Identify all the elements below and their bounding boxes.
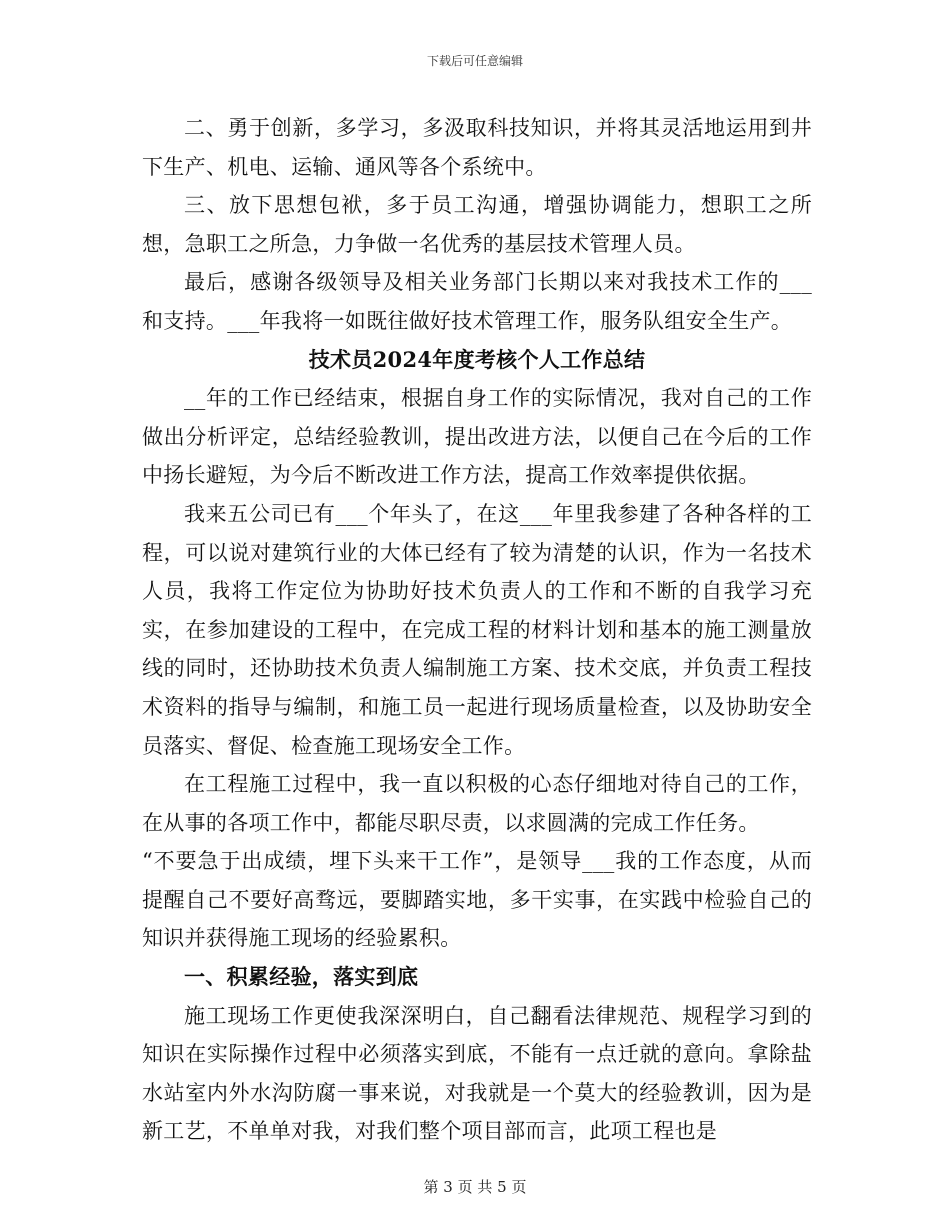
document-body <box>142 109 812 1151</box>
paragraph-attitude: 在工程施工过程中，我一直以积极的心态仔细地对待自己的工作，在从事的各项工作中，都能尽职尽责，以求圆满的完成工作任务。 <box>142 772 812 835</box>
paragraph-intro: __年的工作已经结束，根据自身工作的实际情况，我对自己的工作做出分析评定，总结经验教训，提出改进方法，以便自己在今后的工作中扬长避短，为今后不断改进工作方法，提高工作效率提供依据。 <box>142 386 812 488</box>
paragraph-site-work: 施工现场工作更使我深深明白，自己翻看法律规范、规程学习到的知识在实际操作过程中必须落实到底，不能有一点迁就的意向。拿除盐水站室内外水沟防腐一事来说，对我就是一个莫大的经验教训，因为是新工艺，不单单对我，对我们整个项目部而言，此项工程也是 <box>142 1003 812 1144</box>
paragraph-innovation: 二、勇于创新，多学习，多汲取科技知识，并将其灵活地运用到井下生产、机电、运输、通风等各个系统中。 <box>142 116 812 179</box>
paragraph-communication: 三、放下思想包袱，多于员工沟通，增强协调能力，想职工之所想，急职工之所急，力争做一名优秀的基层技术管理人员。 <box>142 193 812 256</box>
page-number: 第 3 页 共 5 页 <box>423 1178 527 1196</box>
document-title: 技术员2024年度考核个人工作总结 <box>308 346 646 372</box>
paragraph-thanks: 最后，感谢各级领导及相关业务部门长期以来对我技术工作的___和支持。___年我将一如既往做好技术管理工作，服务队组安全生产。 <box>142 270 812 333</box>
section-heading: 一、积累经验，落实到底 <box>184 964 419 990</box>
paragraph-experience: 我来五公司已有___个年头了，在这___年里我参建了各种各样的工程，可以说对建筑行业的大体已经有了较为清楚的认识，作为一名技术人员，我将工作定位为协助好技术负责人的工作和不断的自我学习充实，在参加建设的工程中，在完成工程的材料计划和基本的施工测量放线的同时，还协助技术负责人编制施工方案、技术交底，并负责工程技术资料的指导与编制，和施工员一起进行现场质量检查，以及协助安全员落实、督促、检查施工现场安全工作。 <box>142 501 812 758</box>
paragraph-quote: “不要急于出成绩，埋下头来干工作”，是领导___我的工作态度，从而提醒自己不要好高骛远，要脚踏实地，多干实事，在实践中检验自己的知识并获得施工现场的经验累积。 <box>142 849 812 951</box>
page-header: 下载后可任意编辑 <box>426 54 523 68</box>
